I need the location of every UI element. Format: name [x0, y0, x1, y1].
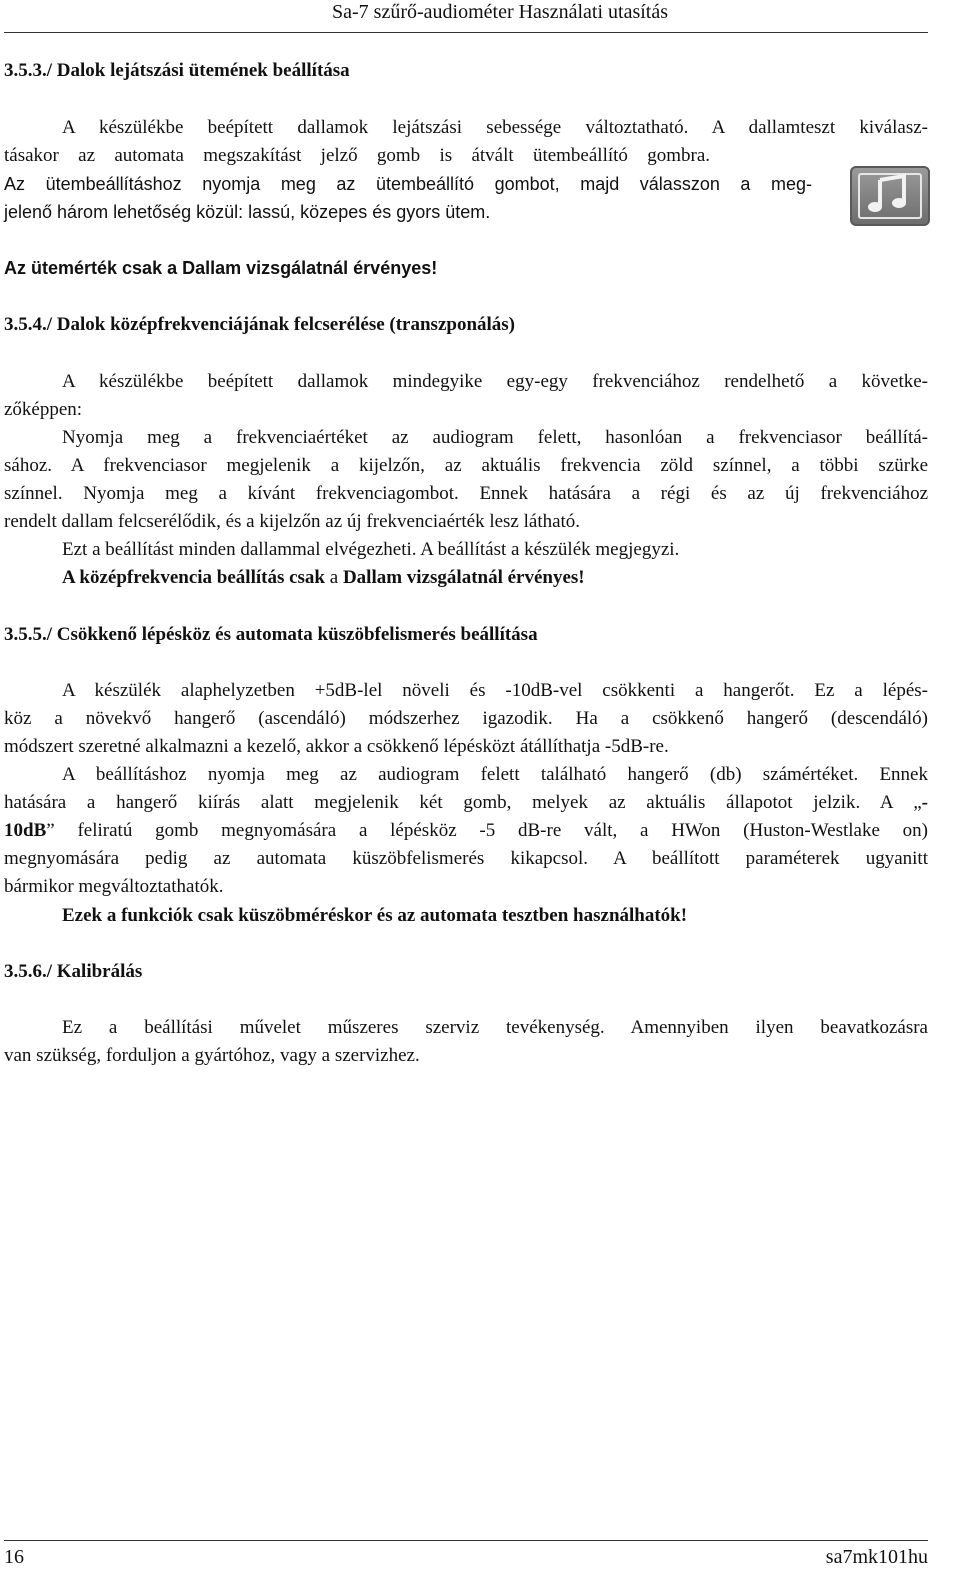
header-divider: [4, 32, 928, 33]
paragraph-line: A készülékbe beépített dallamok lejátszási sebessége változtatható. A dallamteszt kiválasz-: [62, 117, 928, 138]
paragraph-line: jelenő három lehetőség közül: lassú, közepes és gyors ütem.: [4, 202, 491, 222]
section-heading-353: 3.5.3./ Dalok lejátszási ütemének beállítása: [4, 60, 350, 81]
page-number: 16: [4, 1546, 24, 1568]
line-part: -: [921, 792, 928, 813]
line-part: ” feliratú gomb megnyomására a lépésköz -5 dB-re vált, a HWon (Huston-Westlake on): [46, 820, 928, 841]
line-part: 10dB: [4, 820, 47, 841]
tempo-button: [850, 166, 930, 226]
paragraph-line: A készülékbe beépített dallamok mindegyike egy-egy frekvenciához rendelhető a követke-: [62, 371, 928, 392]
document-code: sa7mk101hu: [825, 1546, 928, 1568]
footer-divider: [4, 1540, 928, 1541]
note-part: Dallam vizsgálatnál érvényes!: [342, 567, 585, 588]
note-part: a: [325, 567, 343, 588]
music-note-icon: [850, 166, 930, 226]
paragraph-line: tásakor az automata megszakítást jelző gomb is átvált ütembeállító gombra.: [4, 145, 710, 166]
section-heading-355: 3.5.5./ Csökkenő lépésköz és automata küszöbfelismerés beállítása: [4, 624, 538, 645]
paragraph-line: [4, 789, 928, 817]
paragraph-line: színnel. Nyomja meg a kívánt frekvenciagombot. Ennek hatására a régi és az új frekvenciához: [4, 483, 928, 504]
paragraph-line: megnyomására pedig az automata küszöbfelismerés kikapcsol. A beállított paraméterek ugyanitt: [4, 848, 928, 869]
paragraph-line: van szükség, forduljon a gyártóhoz, vagy a szervizhez.: [4, 1045, 420, 1066]
paragraph-line: A készülék alaphelyzetben +5dB-lel növeli és -10dB-vel csökkenti a hangerőt. Ez a lépés-: [62, 680, 928, 701]
paragraph-line: rendelt dallam felcserélődik, és a kijelzőn az új frekvenciaérték lesz látható.: [4, 511, 581, 532]
paragraph-line: Nyomja meg a frekvenciaértéket az audiogram felett, hasonlóan a frekvenciasor beállítá-: [62, 427, 928, 448]
paragraph-line: [4, 817, 928, 845]
paragraph-line: Ezt a beállítást minden dallammal elvégezheti. A beállítást a készülék megjegyzi.: [62, 539, 680, 560]
paragraph-line: zőképpen:: [4, 399, 83, 420]
note-part: A középfrekvencia beállítás csak: [62, 567, 326, 588]
section-heading-356: 3.5.6./ Kalibrálás: [4, 961, 143, 982]
paragraph-line: Az ütembeállításhoz nyomja meg az ütembeállító gombot, majd válasszon a meg-: [4, 174, 812, 194]
paragraph-line: A beállításhoz nyomja meg az audiogram felett található hangerő (db) számértéket. Ennek: [62, 764, 928, 785]
header-title: Sa-7 szűrő-audiométer Használati utasítás: [332, 1, 668, 23]
paragraph-line: módszert szeretné alkalmazni a kezelő, akkor a csökkenő lépésközt átállíthatja -5dB-re.: [4, 736, 669, 757]
threshold-note: Ezek a funkciók csak küszöbméréskor és az automata tesztben használhatók!: [62, 905, 688, 926]
tempo-note: Az ütemérték csak a Dallam vizsgálatnál érvényes!: [4, 258, 438, 278]
line-part: hatására a hangerő kiírás alatt megjelenik két gomb, melyek az aktuális állapotot jelzik. A „: [4, 792, 922, 813]
midfrequency-note: [62, 564, 928, 592]
paragraph-line: bármikor megváltoztathatók.: [4, 876, 224, 897]
paragraph-line: Ez a beállítási művelet műszeres szerviz tevékenység. Amennyiben ilyen beavatkozásra: [62, 1017, 928, 1038]
paragraph-line: köz a növekvő hangerő (ascendáló) módszerhez igazodik. Ha a csökkenő hangerő (descendáló): [4, 708, 928, 729]
section-heading-354: 3.5.4./ Dalok középfrekvenciájának felcserélése (transzponálás): [4, 314, 516, 335]
paragraph-line: sához. A frekvenciasor megjelenik a kijelzőn, az aktuális frekvencia zöld színnel, a többi szürke: [4, 455, 928, 476]
